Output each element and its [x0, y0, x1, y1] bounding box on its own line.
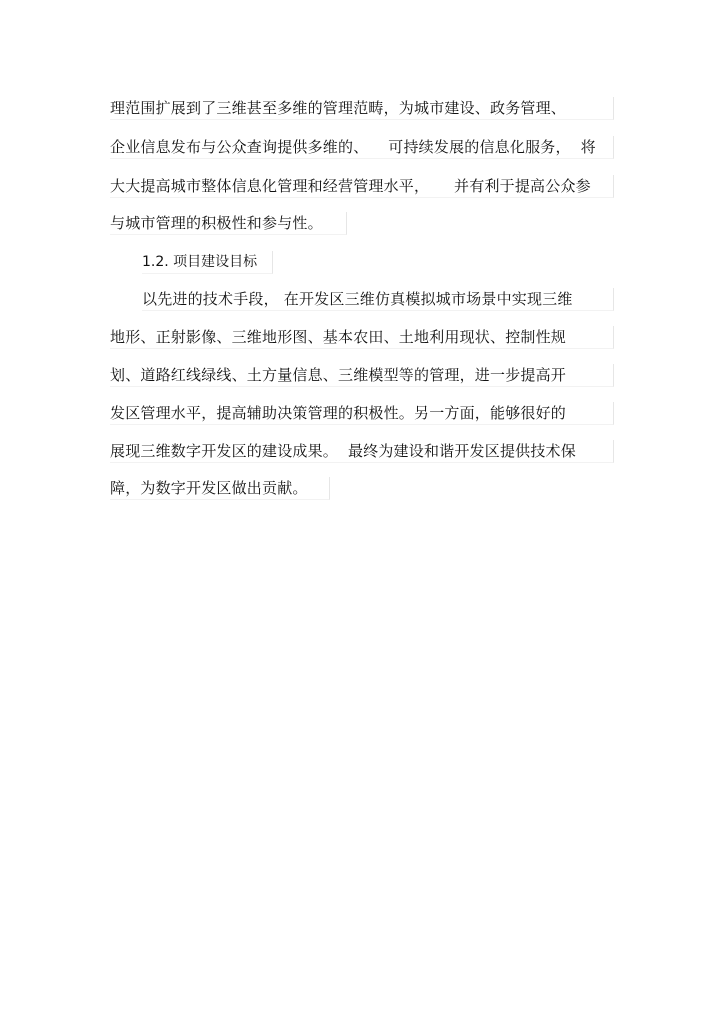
paragraph-2-line-2: 地形、正射影像、三维地形图、基本农田、土地利用现状、控制性规 [110, 326, 614, 349]
paragraph-2-line-3: 划、道路红线绿线、土方量信息、三维模型等的管理，进一步提高开 [110, 364, 614, 387]
paragraph-1-line-2: 企业信息发布与公众查询提供多维的、 可持续发展的信息化服务， 将 [110, 136, 614, 159]
paragraph-2-line-6: 障，为数字开发区做出贡献。 [110, 477, 330, 500]
section-heading: 1.2. 项目建设目标 [142, 251, 273, 274]
paragraph-1-line-1: 理范围扩展到了三维甚至多维的管理范畴，为城市建设、政务管理、 [110, 97, 614, 120]
paragraph-2-line-1: 以先进的技术手段， 在开发区三维仿真模拟城市场景中实现三维 [142, 288, 614, 311]
paragraph-1-line-3: 大大提高城市整体信息化管理和经营管理水平， 并有利于提高公众参 [110, 175, 614, 198]
paragraph-1-line-4: 与城市管理的积极性和参与性。 [110, 212, 347, 235]
paragraph-2-line-5: 展现三维数字开发区的建设成果。 最终为建设和谐开发区提供技术保 [110, 440, 614, 463]
paragraph-2-line-4: 发区管理水平，提高辅助决策管理的积极性。另一方面，能够很好的 [110, 402, 614, 425]
